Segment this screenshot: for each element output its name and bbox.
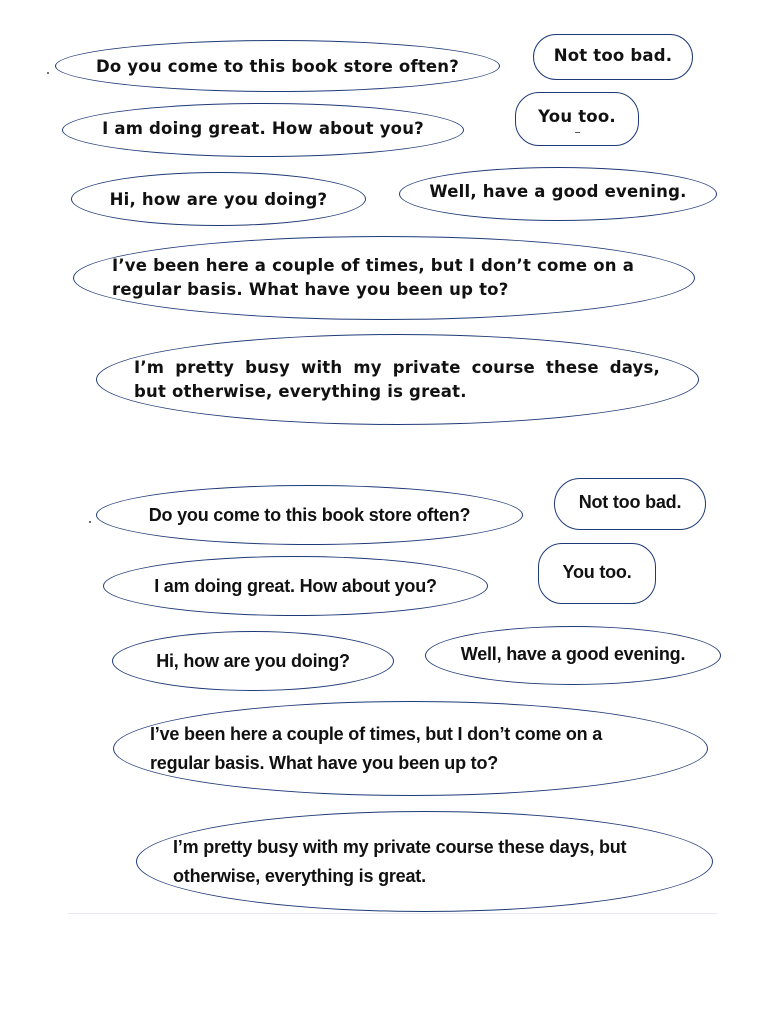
bubble-text: Hi, how are you doing?: [109, 189, 328, 209]
bubble-text: Not too bad.: [553, 45, 673, 65]
bubble-doing-great: [62, 103, 464, 157]
bubble-pretty-busy: [136, 811, 713, 912]
bubble-hi-how-are-you: [71, 172, 366, 226]
bubble-been-here: [113, 701, 708, 796]
bubble-text: Well, have a good evening.: [429, 181, 687, 201]
bubble-not-too-bad: [533, 34, 693, 80]
bubble-you-too: [515, 92, 639, 146]
bubble-text: I am doing great. How about you?: [154, 575, 437, 596]
stray-mark: [89, 521, 91, 523]
bubble-been-here: [73, 236, 695, 320]
bubble-doing-great: [103, 556, 488, 616]
bubble-book-store-question: [96, 485, 523, 545]
bubble-good-evening: [399, 167, 717, 221]
bubble-text: Not too bad.: [578, 492, 682, 512]
bubble-pretty-busy: [96, 334, 699, 425]
bubble-text: You too.: [562, 561, 632, 582]
bubble-text: I am doing great. How about you?: [102, 119, 424, 138]
bubble-text-line-1: I’ve been here a couple of times, but I don’t come on a: [150, 723, 603, 744]
stray-mark: [47, 72, 49, 74]
stray-mark: [575, 132, 580, 133]
bubble-you-too: [538, 543, 656, 604]
bubble-text-line-2: regular basis. What have you been up to?: [150, 752, 499, 773]
bubble-text: Do you come to this book store often?: [95, 56, 460, 76]
bubble-not-too-bad: [554, 478, 706, 530]
bubble-text-line-2: but otherwise, everything is great.: [134, 381, 467, 401]
page-divider: [68, 913, 718, 914]
bubble-text: Well, have a good evening.: [460, 643, 686, 664]
bubble-book-store-question: [55, 40, 500, 92]
bubble-text-line-1: I’ve been here a couple of times, but I don’t come on a: [112, 256, 635, 275]
bubble-text-line-1: I’m pretty busy with my private course these days,: [134, 357, 660, 377]
bubble-text-line-2: regular basis. What have you been up to?: [112, 280, 509, 299]
bubble-text-line-1: I’m pretty busy with my private course these days, but: [173, 836, 627, 857]
bubble-text: Hi, how are you doing?: [156, 650, 350, 671]
bubble-text: Do you come to this book store often?: [148, 504, 471, 525]
bubble-hi-how-are-you: [112, 631, 394, 691]
bubble-text-line-2: otherwise, everything is great.: [173, 865, 426, 886]
bubble-text: You too.: [538, 106, 616, 126]
bubble-good-evening: [425, 626, 721, 685]
